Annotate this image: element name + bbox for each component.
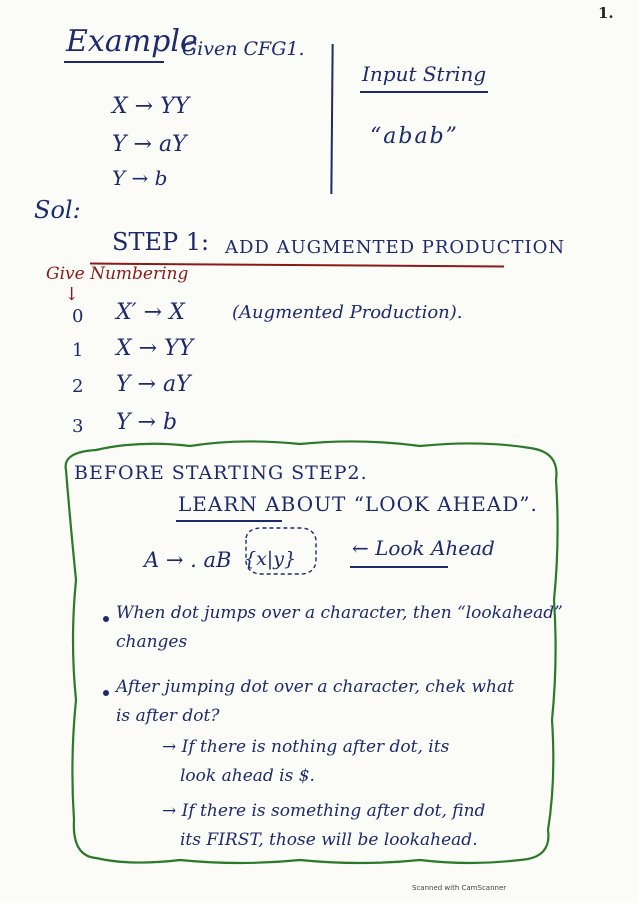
input-string-label: Input String <box>362 62 487 86</box>
augmented-production-note: (Augmented Production). <box>232 302 463 323</box>
production-number: 2 <box>72 376 84 397</box>
sub-point-text: → If there is something after dot, find <box>162 801 486 821</box>
production-rule: X′ → X <box>116 300 185 325</box>
divider-line <box>330 44 333 194</box>
given-cfg-label: Given CFG1. <box>182 38 305 60</box>
example-heading: Example <box>66 24 198 59</box>
production-number: 3 <box>72 416 84 437</box>
production-rule: X → YY <box>116 336 194 361</box>
production-number: 1 <box>72 340 84 361</box>
production-rule: Y → aY <box>116 372 191 397</box>
production-rule: Y → b <box>116 410 178 435</box>
lookahead-underline <box>350 566 448 568</box>
step1-title: STEP 1: <box>112 228 210 256</box>
bullet-text: is after dot? <box>116 706 220 726</box>
bullet-dot <box>103 690 109 696</box>
step1-description: ADD AUGMENTED PRODUCTION <box>225 237 566 258</box>
learn-lookahead-heading: LEARN ABOUT “LOOK AHEAD”. <box>178 492 538 516</box>
bullet-text: After jumping dot over a character, chek what <box>116 677 514 697</box>
input-string-underline <box>360 91 488 93</box>
bullet-dot <box>103 616 109 622</box>
lookahead-label: ← Look Ahead <box>352 536 495 560</box>
scanner-watermark: Scanned with CamScanner <box>412 884 507 892</box>
bullet-text: When dot jumps over a character, then “lookahead” <box>116 603 563 623</box>
before-step2-heading: BEFORE STARTING STEP2. <box>74 462 368 484</box>
grammar-rule: Y → aY <box>112 132 187 157</box>
sub-point-text: → If there is nothing after dot, its <box>162 737 450 757</box>
production-number: 0 <box>72 306 84 327</box>
example-underline <box>64 61 164 63</box>
lookahead-set: {x|y} <box>244 548 297 570</box>
grammar-rule: Y → b <box>112 166 168 190</box>
lr-item: A → . aB <box>144 548 232 572</box>
arrow-down-icon: ↓ <box>64 284 80 305</box>
page-number: 1. <box>598 4 614 22</box>
input-string-value: “abab” <box>370 124 459 149</box>
grammar-rule: X → YY <box>112 94 190 119</box>
solution-label: Sol: <box>34 196 81 224</box>
sub-point-text: its FIRST, those will be lookahead. <box>180 830 478 850</box>
bullet-text: changes <box>116 632 188 652</box>
learn-underline <box>176 520 282 522</box>
sub-point-text: look ahead is $. <box>180 766 315 786</box>
give-numbering-note: Give Numbering <box>46 264 189 284</box>
